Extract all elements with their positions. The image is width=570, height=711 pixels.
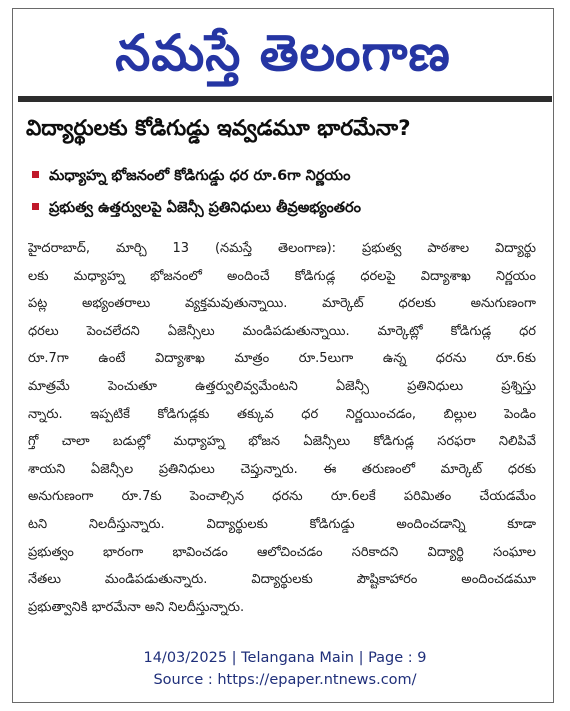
subhead-1-text: మధ్యాహ్న భోజనంలో కోడిగుడ్డు ధర రూ.6గా నిర్ణయం [49,168,351,184]
article-headline: విద్యార్థులకు కోడిగుడ్డు ఇవ్వడమూ భారమేనా? [26,116,411,141]
footer-date-edition: 14/03/2025 | Telangana Main | Page : 9 [143,650,427,666]
square-bullet-icon [32,203,39,210]
subhead-2 [32,196,542,220]
article-body [28,235,536,621]
body-line: పట్ల అభ్యంతరాలు వ్యక్తమవుతున్నాయి. మార్కెట్ ధరలకు అనుగుణంగా [28,296,536,312]
subhead-2-text: ప్రభుత్వ ఉత్తర్వులపై ఏజెన్సీ ప్రతినిధులు తీవ్రఅభ్యంతరం [49,200,361,216]
masthead-logo [13,15,553,93]
headline-rule [18,96,552,102]
masthead-title: నమస్తే తెలంగాణ [115,24,451,82]
body-line: మాత్రమే పెంచుతూ ఉత్తర్వులివ్వమేంటని ఏజెన్సీ ప్రతినిధులు ప్రశ్నిస్తు [28,378,536,394]
body-line: ప్రభుత్వానికి భారమేనా అని నిలదీస్తున్నారు. [28,599,245,615]
body-line: రూ.7గా ఉంటే విద్యాశాఖ మాత్రం రూ.5లుగా ఉన్న ధరను రూ.6కు [28,351,536,367]
body-line: ధరలు పెంచలేదని ఏజెన్సీలు మండిపడుతున్నాయి. మార్కెట్లో కోడిగుడ్ల ధర [28,323,536,339]
body-line: హైదరాబాద్, మార్చి 13 (నమస్తే తెలంగాణ): ప్రభుత్వ పాఠశాల విద్యార్థు [28,241,536,256]
footer-source-link[interactable]: Source : https://epaper.ntnews.com/ [153,672,417,688]
body-line: లకు మధ్యాహ్న భోజనంలో అందించే కోడిగుడ్ల ధరలపై విద్యాశాఖ నిర్ణయం [28,268,536,284]
body-line: ప్రభుత్వం భారంగా భావించడం ఆలోచించడం సరికాదని విద్యార్థి సంఘాల [28,544,536,560]
body-line: శాయని ఏజెన్సీల ప్రతినిధులు చెప్తున్నారు. ఈ తరుణంలో మార్కెట్ ధరకు [28,461,536,477]
body-line: టని నిలదీస్తున్నారు. విద్యార్థులకు కోడిగుడ్డు అందించడాన్ని కూడా [28,516,536,532]
body-line: న్నారు. ఇప్పటికే కోడిగుడ్లకు తక్కువ ధర నిర్ణయించడం, బిల్లుల పెండిం [28,406,536,422]
subhead-1 [32,164,542,188]
body-line: అనుగుణంగా రూ.7కు పెంచాల్సిన ధరను రూ.6లకే పరిమితం చేయడమేం [28,489,536,505]
body-line: గ్తో చాలా బడుల్లో మధ్యాహ్న భోజన ఏజెన్సీలు కోడిగుడ్ల సరఫరా నిలిపివే [28,434,536,450]
square-bullet-icon [32,171,39,178]
body-line: నేతలు మండిపడుతున్నారు. విద్యార్థులకు పౌష్టికాహారం అందించడమూ [28,572,536,588]
